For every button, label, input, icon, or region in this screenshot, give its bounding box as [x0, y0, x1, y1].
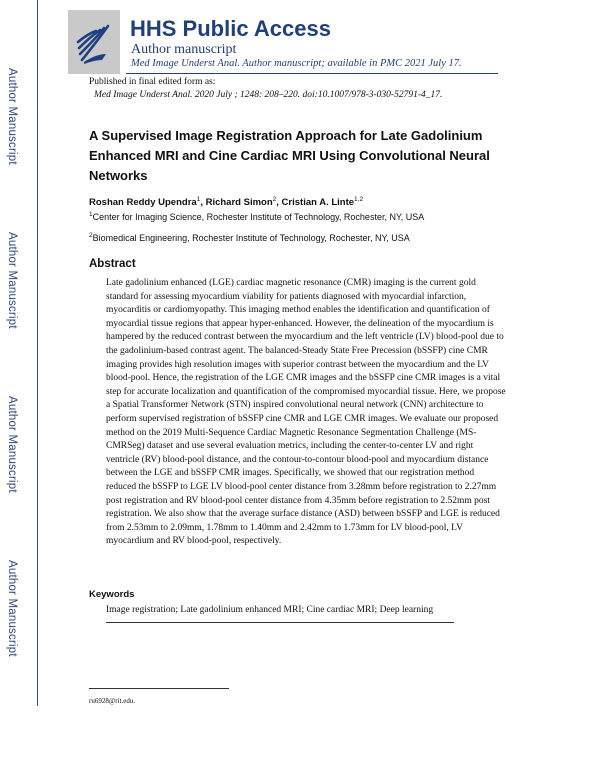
author-sup: 1,2 — [354, 196, 364, 203]
hhs-logo — [68, 10, 120, 74]
keywords-list: Image registration; Late gadolinium enhanced MRI; Cine cardiac MRI; Deep learning — [106, 605, 434, 615]
affiliation-1: $^1$Center for Imaging Science, Rochester Institute of Technology, Rochester, NY, USA — [89, 211, 425, 222]
side-label-4: Author Manuscript — [6, 560, 18, 657]
corresponding-email: ru6928@rit.edu. — [89, 697, 136, 705]
author-sup: 2 — [272, 196, 277, 203]
author-name: Roshan Reddy Upendra — [89, 197, 197, 209]
abstract-heading: Abstract — [89, 258, 136, 270]
author-name: Cristian A. Linte — [281, 197, 355, 209]
hhs-subtitle: Author manuscript — [131, 42, 237, 57]
affiliation-2: $^2$Biomedical Engineering, Rochester Institute of Technology, Rochester, NY, USA — [89, 232, 410, 243]
header-rule — [126, 73, 498, 74]
author-sup: 1 — [196, 196, 201, 203]
keywords-rule — [106, 622, 454, 623]
hhs-title: HHS Public Access — [130, 16, 331, 41]
side-label-2: Author Manuscript — [6, 232, 18, 329]
side-label-1: Author Manuscript — [6, 68, 18, 165]
abstract-body: Late gadolinium enhanced (LGE) cardiac magnetic resonance (CMR) imaging is the current gold standard for assessing myocardium viability for patients diagnosed with myocardial infarction, myocarditis or cardiomyopathy. This imaging method enables the identification and quantification of myocardial tissue regions that appear hyper-enhanced. However, the delineation of the myocardium is hampered by the reduced contrast between the myocardium and the left ventricle (LV) blood-pool due to the gadolinium-based contrast agent. The balanced-Steady State Free Precession (bSSFP) cine CMR imaging provides high resolution images with superior contrast between the myocardium and the LV blood-pool. Hence, the registration of the LGE CMR images and the bSSFP cine CMR images is a vital step for accurate localization and quantification of the compromised myocardial tissue. Here, we propose a Spatial Transformer Network (STN) inspired convolutional neural network (CNN) architecture to perform supervised registration of bSSFP cine CMR and LGE CMR images. We evaluate our proposed method on the 2019 Multi-Sequence Cardiac Magnetic Resonance Segmentation Challenge (MS-CMRSeg) dataset and use several evaluation metrics, including the center-to-center LV and right ventricle (RV) blood-pool distance, and the contour-to-contour blood-pool and myocardium distance between the LGE and bSSFP CMR images. Specifically, we showed that our registration method reduced the bSSFP to LGE LV blood-pool center distance from 3.28mm before registration to 2.27mm post registration and RV blood-pool center distance from 4.35mm before registration to 2.52mm post registration. We also show that the average surface distance (ASD) between bSSFP and LGE is reduced from 2.53mm to 2.09mm, 1.78mm to 1.40mm and 2.42mm to 1.73mm for LV blood-pool, LV myocardium and RV blood-pool, respectively. — [106, 278, 506, 547]
published-label: Published in final edited form as: — [89, 77, 216, 87]
margin-rule — [37, 0, 38, 706]
hhs-citation: Med Image Underst Anal. Author manuscript; available in PMC 2021 July 17. — [131, 58, 462, 69]
footnote-rule — [89, 688, 229, 689]
published-citation: Med Image Underst Anal. 2020 July ; 1248: 208–220. doi:10.1007/978-3-030-52791-4_17. — [94, 90, 443, 100]
side-label-3: Author Manuscript — [6, 396, 18, 493]
hhs-eagle-icon — [68, 10, 120, 74]
author-list: Roshan Reddy Upendra$^1$, Richard Simon$^2$, Cristian A. Linte$^{1,2}$ — [89, 196, 364, 209]
keywords-heading: Keywords — [89, 589, 135, 600]
paper-title: A Supervised Image Registration Approach for Late Gadolinium Enhanced MRI and Cine Cardiac MRI Using Convolutional Neural Networks — [89, 128, 490, 183]
author-name: Richard Simon — [205, 197, 273, 209]
